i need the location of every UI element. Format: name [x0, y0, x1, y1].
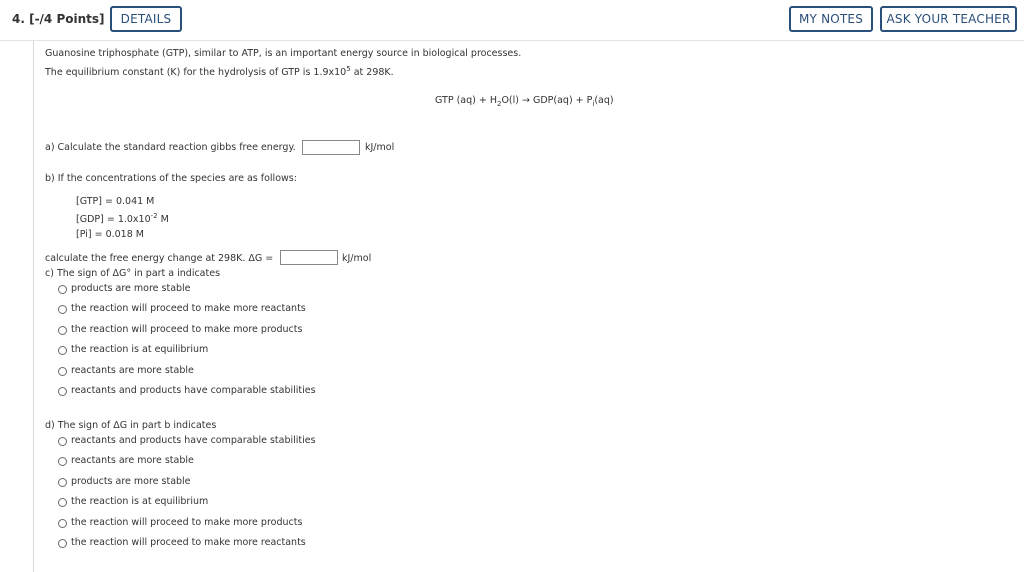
- part-a-answer-input[interactable]: [302, 140, 360, 155]
- part-d-prompt: d) The sign of ΔG in part b indicates: [45, 420, 217, 431]
- gdp-concentration: $[GDP] = 1.0x10^{-2}$ M: [76, 212, 169, 226]
- part-d-option-label[interactable]: the reaction will proceed to make more reactants: [71, 537, 306, 548]
- equilibrium-constant-text: The equilibrium constant (K) for the hydrolysis of GTP is $1.9x10^5$ at 298K.: [45, 65, 394, 79]
- part-c-radio-5[interactable]: [58, 367, 67, 376]
- part-b-prompt: b) If the concentrations of the species are as follows:: [45, 173, 297, 184]
- part-c-radio-3[interactable]: [58, 326, 67, 335]
- part-d-radio-4[interactable]: [58, 498, 67, 507]
- part-c-radio-4[interactable]: [58, 346, 67, 355]
- details-button[interactable]: DETAILS: [110, 6, 182, 32]
- part-c-option-label[interactable]: the reaction will proceed to make more products: [71, 323, 303, 335]
- part-d-radio-2[interactable]: [58, 457, 67, 466]
- part-c-option-label[interactable]: reactants and products have comparable stabilities: [71, 385, 316, 396]
- part-d-radio-1[interactable]: [58, 437, 67, 446]
- hydrolysis-equation: GTP $(aq) + H_2O(l) \to GDP(aq) + P_i(aq)$: [435, 95, 614, 108]
- part-d-option-label[interactable]: the reaction is at equilibrium: [71, 496, 209, 508]
- part-c-option-label[interactable]: the reaction will proceed to make more reactants: [71, 303, 306, 315]
- part-c-radio-2[interactable]: [58, 305, 67, 314]
- part-c-radio-6[interactable]: [58, 387, 67, 396]
- question-header: [0, 0, 1024, 41]
- part-d-radio-6[interactable]: [58, 539, 67, 548]
- question-points-label: 4. [-/4 Points]: [12, 12, 105, 26]
- pi-concentration: [Pi] = 0.018 M: [76, 229, 144, 240]
- part-c-option-label[interactable]: the reaction is at equilibrium: [71, 344, 209, 356]
- part-d-radio-3[interactable]: [58, 478, 67, 487]
- part-d-option-label[interactable]: the reaction will proceed to make more products: [71, 516, 303, 528]
- part-a-prompt: a) Calculate the standard reaction gibbs free energy.: [45, 142, 296, 153]
- part-b-answer-input[interactable]: [280, 250, 338, 265]
- part-c-prompt: c) The sign of ΔG° in part a indicates: [45, 268, 221, 279]
- intro-text: Guanosine triphosphate (GTP), similar to ATP, is an important energy source in biological processes.: [45, 48, 522, 59]
- part-d-option-label[interactable]: reactants and products have comparable stabilities: [71, 435, 316, 446]
- my-notes-button[interactable]: MY NOTES: [789, 6, 873, 32]
- gtp-concentration: [GTP] = 0.041 M: [76, 196, 155, 207]
- part-b-unit: kJ/mol: [342, 253, 372, 264]
- part-d-option-label[interactable]: reactants are more stable: [71, 455, 194, 467]
- part-c-option-label[interactable]: products are more stable: [71, 283, 191, 294]
- part-c-radio-1[interactable]: [58, 285, 67, 294]
- part-a-unit: kJ/mol: [365, 142, 395, 153]
- ask-your-teacher-button[interactable]: ASK YOUR TEACHER: [880, 6, 1017, 32]
- part-d-option-label[interactable]: products are more stable: [71, 475, 191, 487]
- part-c-option-label[interactable]: reactants are more stable: [71, 364, 194, 376]
- question-body: [33, 41, 1024, 572]
- part-b-calc-prompt: calculate the free energy change at 298K. ΔG =: [45, 253, 274, 264]
- part-d-radio-5[interactable]: [58, 519, 67, 528]
